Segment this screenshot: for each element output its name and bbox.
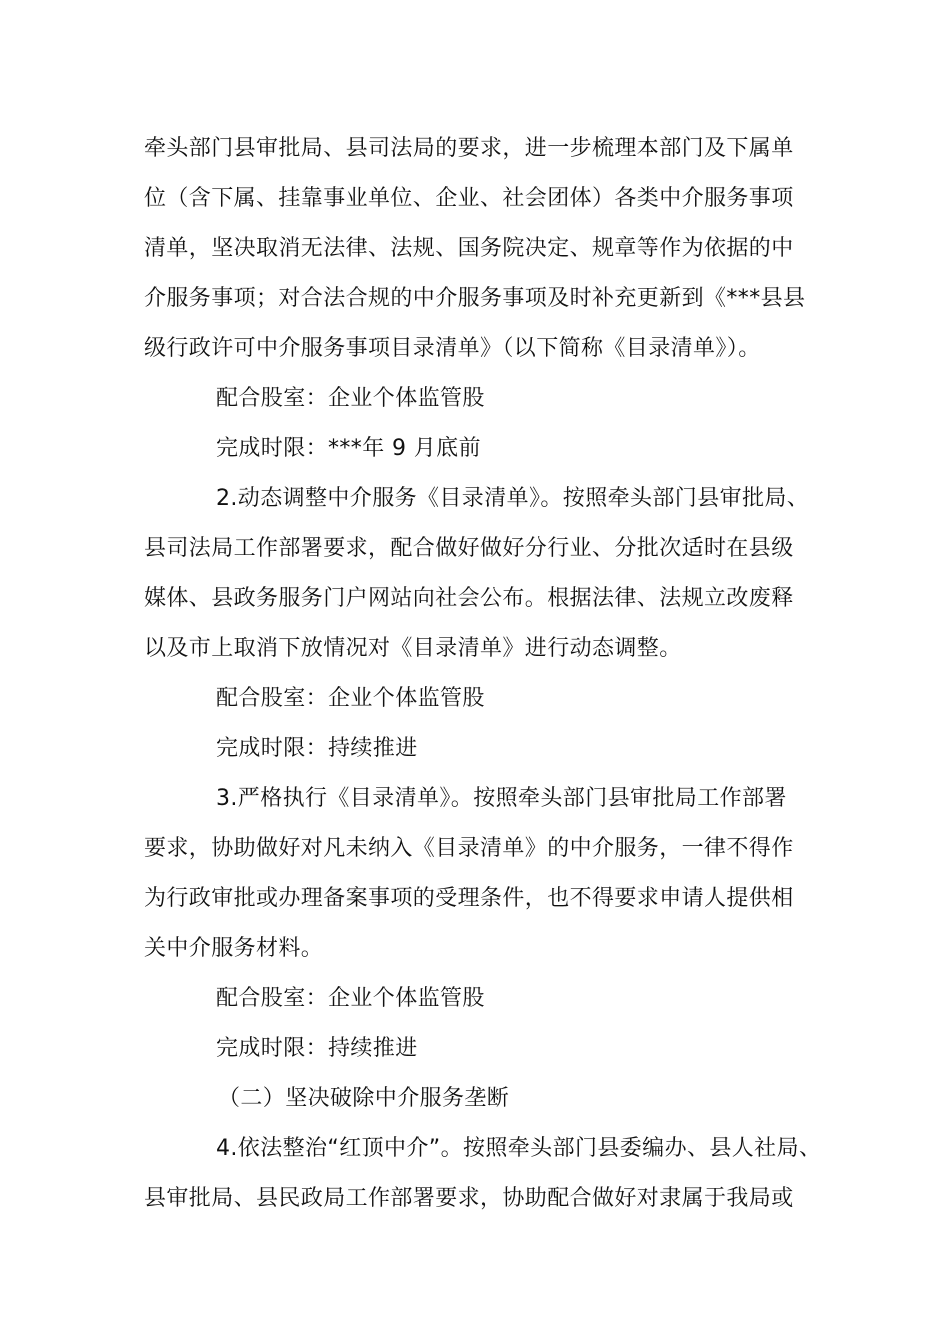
paragraph-line: 介服务事项；对合法合规的中介服务事项及时补充更新到《***县县 — [144, 286, 806, 311]
paragraph-line: 要求，协助做好对凡未纳入《目录清单》的中介服务，一律不得作 — [144, 836, 794, 861]
deadline-line: 完成时限：***年 9 月底前 — [216, 436, 481, 461]
paragraph-line: 为行政审批或办理备案事项的受理条件，也不得要求申请人提供相 — [144, 886, 794, 911]
cooperating-office-line: 配合股室：企业个体监管股 — [216, 686, 485, 711]
cooperating-office-line: 配合股室：企业个体监管股 — [216, 386, 485, 411]
paragraph-line: 以及市上取消下放情况对《目录清单》进行动态调整。 — [144, 636, 682, 661]
deadline-line: 完成时限：持续推进 — [216, 736, 418, 761]
paragraph-line: 级行政许可中介服务事项目录清单》（以下简称《目录清单》）。 — [144, 336, 761, 361]
deadline-line: 完成时限：持续推进 — [216, 1036, 418, 1061]
paragraph-line: 位（含下属、挂靠事业单位、企业、社会团体）各类中介服务事项 — [144, 186, 794, 211]
paragraph-line: 牵头部门县审批局、县司法局的要求，进一步梳理本部门及下属单 — [144, 136, 794, 161]
paragraph-line: 县审批局、县民政局工作部署要求，协助配合做好对隶属于我局或 — [144, 1186, 794, 1211]
item-heading-line: 4.依法整治“红顶中介”。按照牵头部门县委编办、县人社局、 — [216, 1136, 822, 1161]
item-heading-line: 2.动态调整中介服务《目录清单》。按照牵头部门县审批局、 — [216, 486, 810, 511]
item-heading-line: 3.严格执行《目录清单》。按照牵头部门县审批局工作部署 — [216, 786, 787, 811]
paragraph-line: 关中介服务材料。 — [144, 936, 324, 961]
paragraph-line: 媒体、县政务服务门户网站向社会公布。根据法律、法规立改废释 — [144, 586, 794, 611]
cooperating-office-line: 配合股室：企业个体监管股 — [216, 986, 485, 1011]
paragraph-line: 县司法局工作部署要求，配合做好做好分行业、分批次适时在县级 — [144, 536, 794, 561]
paragraph-line: 清单，坚决取消无法律、法规、国务院决定、规章等作为依据的中 — [144, 236, 794, 261]
section-heading: （二）坚决破除中介服务垄断 — [218, 1086, 510, 1111]
